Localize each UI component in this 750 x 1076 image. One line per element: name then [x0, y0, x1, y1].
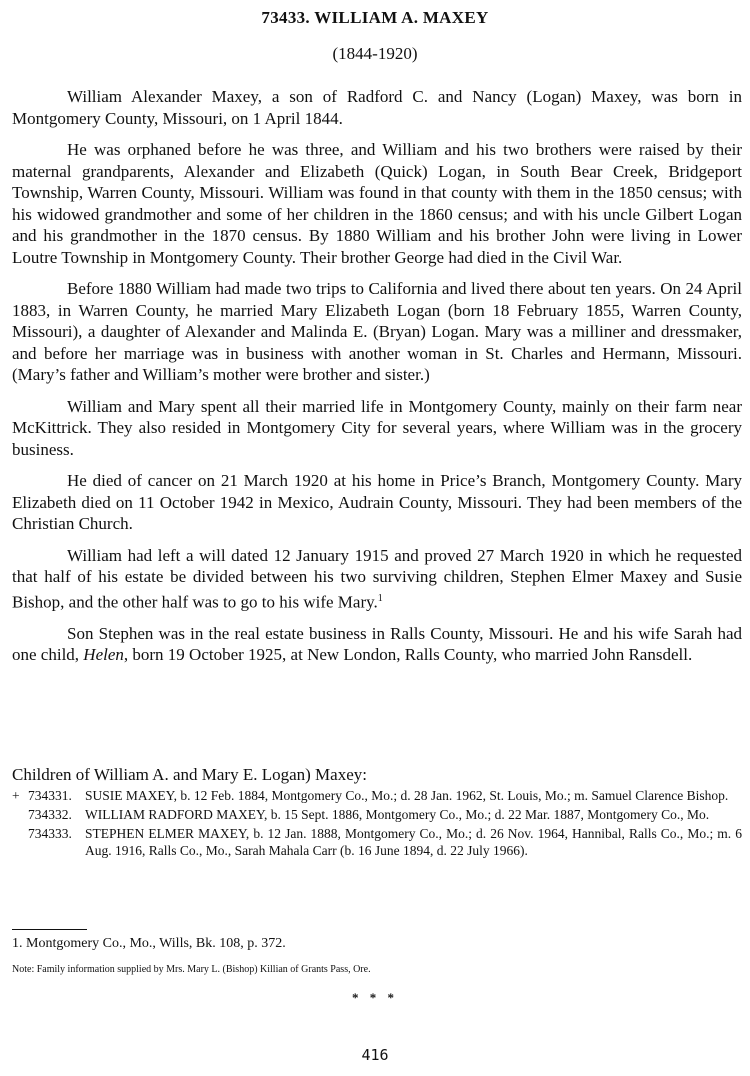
paragraph-son	[12, 623, 742, 666]
child-text: WILLIAM RADFORD MAXEY, b. 15 Sept. 1886, Montgomery Co., Mo.; d. 22 Mar. 1887, Montgomery Co., Mo.	[85, 807, 710, 822]
paragraph-childhood: He was orphaned before he was three, and William and his two brothers were raised by their maternal grandparents, Alexander and Elizabeth (Quick) Logan, in South Bear Creek, Bridgeport Township, Warren County, Missouri. William was found in that county with them in the 1850 census; with his widowed grandmother and some of her children in the 1860 census; and with his uncle Gilbert Logan and his grandmother in the 1870 census. By 1880 William and his brother John were living in Lower Loutre Township in Montgomery County. Their brother George had died in the Civil War.	[12, 140, 742, 267]
child-entry	[12, 787, 742, 804]
footnote-rule	[12, 929, 87, 930]
footnote-reference: 1	[377, 592, 383, 604]
child-number: 734332.	[28, 807, 72, 822]
descendant-marker	[12, 806, 28, 823]
paragraph-will	[12, 545, 742, 613]
child-text: STEPHEN ELMER MAXEY, b. 12 Jan. 1888, Montgomery Co., Mo.; d. 26 Nov. 1964, Hannibal, Ralls Co., Mo.; m. 6 Aug. 1916, Ralls Co., Mo., Sarah Mahala Carr (b. 16 June 1894, d. 22 July 1966).	[85, 826, 742, 858]
entry-dates: (1844-1920)	[332, 44, 418, 63]
grandchild-name: Helen	[83, 645, 124, 665]
entry-title: 73433. WILLIAM A. MAXEY	[261, 8, 489, 27]
child-entry	[12, 825, 742, 859]
descendant-marker	[12, 825, 28, 859]
descendant-marker: +	[12, 788, 20, 803]
son-text-end: , born 19 October 1925, at New London, Ralls County, who married John Ransdell.	[123, 645, 693, 665]
paragraph-marriage: Before 1880 William had made two trips to California and lived there about ten years. On 24 April 1883, in Warren County, he married Mary Elizabeth Logan (born 18 February 1855, Warren County, Missouri), a daughter of Alexander and Malinda E. (Bryan) Logan. Mary was a milliner and dressmaker, and before her marriage was in business with another woman in St. Charles and Hermann, Missouri. (Mary’s father and William’s mother were brother and sister.)	[12, 279, 742, 384]
biography-body	[12, 86, 742, 676]
will-text: William had left a will dated 12 January 1915 and proved 27 March 1920 in which he requested that half of his estate be divided between his two surviving children, Stephen Elmer Maxey and Susie Bishop, and the other half was to go to his wife Mary.	[12, 545, 742, 612]
paragraph-death: He died of cancer on 21 March 1920 at his home in Price’s Branch, Montgomery County. Mary Elizabeth died on 11 October 1942 in Mexico, Audrain County, Missouri. They had been members of the Christian Church.	[12, 471, 742, 533]
paragraph-residence: William and Mary spent all their married life in Montgomery County, mainly on their farm near McKittrick. They also resided in Montgomery City for several years, where William was in the grocery business.	[12, 396, 742, 459]
children-heading: Children of William A. and Mary E. Logan) Maxey:	[12, 765, 367, 784]
page-number: 416	[361, 1046, 389, 1064]
paragraph-birth: William Alexander Maxey, a son of Radford C. and Nancy (Logan) Maxey, was born in Montgomery County, Missouri, on 1 April 1844.	[12, 87, 742, 128]
section-separator: * * *	[352, 990, 398, 1005]
son-text-start: Son Stephen was in the real estate business in Ralls County, Missouri. He and his wife Sarah had one child,	[12, 623, 742, 665]
children-list	[12, 787, 742, 861]
child-number: 734333.	[28, 826, 72, 841]
footnote: 1. Montgomery Co., Mo., Wills, Bk. 108, p. 372.	[12, 936, 286, 951]
child-text: SUSIE MAXEY, b. 12 Feb. 1884, Montgomery Co., Mo.; d. 28 Jan. 1962, St. Louis, Mo.; m. Samuel Clarence Bishop.	[85, 788, 729, 803]
child-number: 734331.	[28, 788, 72, 803]
family-note: Note: Family information supplied by Mrs. Mary L. (Bishop) Killian of Grants Pass, Ore.	[12, 964, 371, 975]
child-entry	[12, 806, 742, 823]
